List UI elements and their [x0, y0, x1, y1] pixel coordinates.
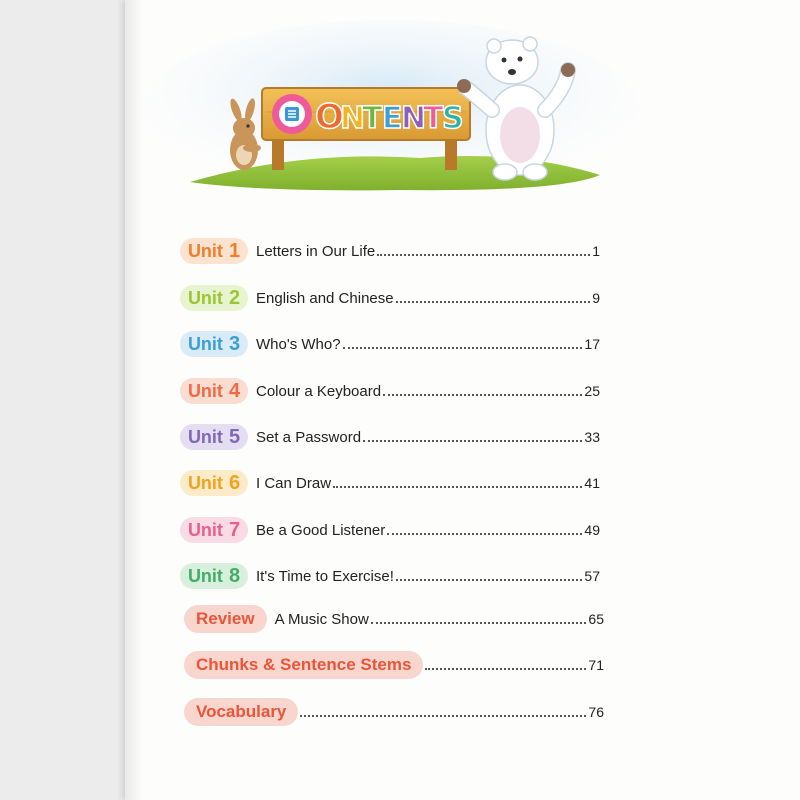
dot-leader — [333, 472, 582, 488]
svg-text:O: O — [315, 97, 344, 137]
page-number: 49 — [584, 522, 600, 538]
dot-leader — [363, 426, 582, 442]
page-number: 9 — [592, 290, 600, 306]
dot-leader — [343, 333, 583, 349]
page-number: 17 — [584, 336, 600, 352]
unit-badge: Unit 7 — [180, 517, 248, 543]
unit-title: Colour a Keyboard — [256, 382, 382, 400]
toc-row-unit-3[interactable] — [180, 329, 600, 359]
review-title: A Music Show — [274, 610, 369, 628]
toc-row-unit-4[interactable] — [180, 376, 600, 406]
unit-badge: Unit 2 — [180, 285, 248, 311]
page-number: 33 — [584, 429, 600, 445]
dot-leader — [371, 608, 587, 624]
dot-leader — [383, 380, 582, 396]
unit-badge: Unit 3 — [180, 331, 248, 357]
unit-title: Who's Who? — [256, 335, 341, 353]
toc-row-chunks[interactable] — [184, 650, 604, 680]
toc-row-unit-6[interactable] — [180, 468, 600, 498]
svg-text:S: S — [442, 101, 464, 136]
svg-text:E: E — [382, 101, 403, 136]
vocabulary-badge: Vocabulary — [184, 698, 298, 726]
toc-row-review[interactable] — [184, 604, 604, 634]
page-number: 41 — [584, 475, 600, 491]
toc-row-unit-8[interactable] — [180, 561, 600, 591]
dot-leader — [396, 565, 583, 581]
toc-row-unit-5[interactable] — [180, 422, 600, 452]
unit-badge: Unit 4 — [180, 378, 248, 404]
dot-leader — [300, 701, 586, 717]
page-number: 71 — [588, 657, 604, 673]
header-illustration — [0, 0, 800, 210]
svg-text:N: N — [401, 101, 427, 136]
svg-text:T: T — [362, 101, 383, 136]
svg-text:N: N — [340, 101, 366, 136]
chunks-badge: Chunks & Sentence Stems — [184, 651, 423, 679]
page-number: 1 — [592, 243, 600, 259]
dot-leader — [387, 519, 582, 535]
page-number: 25 — [584, 383, 600, 399]
page-number: 76 — [588, 704, 604, 720]
unit-title: Be a Good Listener — [256, 521, 386, 539]
dot-leader — [396, 287, 591, 303]
unit-title: English and Chinese — [256, 289, 394, 307]
contents-title-letters — [272, 94, 464, 137]
unit-badge: Unit 5 — [180, 424, 248, 450]
unit-title: Letters in Our Life — [256, 242, 376, 260]
unit-title: Set a Password — [256, 428, 362, 446]
page-number: 65 — [588, 611, 604, 627]
svg-text:T: T — [423, 101, 444, 136]
toc-row-unit-1[interactable] — [180, 236, 600, 266]
unit-badge: Unit 1 — [180, 238, 248, 264]
review-badge: Review — [184, 605, 267, 633]
unit-title: I Can Draw — [256, 474, 332, 492]
toc-row-unit-7[interactable] — [180, 515, 600, 545]
unit-badge: Unit 8 — [180, 563, 248, 589]
dot-leader — [377, 240, 590, 256]
page-number: 57 — [584, 568, 600, 584]
toc-row-vocabulary[interactable] — [184, 697, 604, 727]
dot-leader — [425, 654, 586, 670]
toc-row-unit-2[interactable] — [180, 283, 600, 313]
unit-badge: Unit 6 — [180, 470, 248, 496]
unit-title: It's Time to Exercise! — [256, 567, 394, 585]
